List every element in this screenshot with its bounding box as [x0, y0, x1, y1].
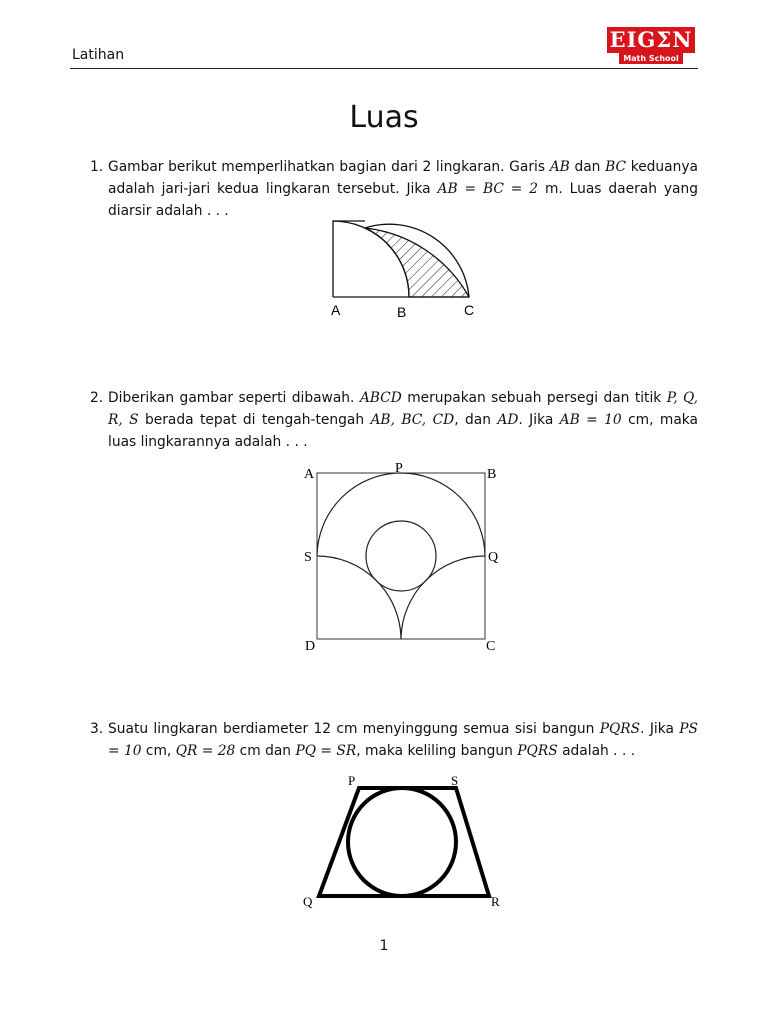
- label-c: C: [464, 302, 475, 318]
- label-q: Q: [303, 894, 313, 909]
- problem-2: [90, 387, 698, 453]
- problem-number: 2.: [90, 390, 104, 406]
- label-r: R: [491, 894, 500, 909]
- label-p: P: [395, 461, 403, 476]
- label-b: B: [487, 467, 497, 482]
- header-label: Latihan: [72, 47, 125, 63]
- problem-text: Diberikan gambar seperti dibawah. ABCD merupakan sebuah persegi dan titik P, Q, R, S berada tepat di tengah-tengah AB, BC, CD, dan AD. Jika AB = 10 cm, maka luas lingkarannya adalah . . .: [108, 390, 698, 450]
- label-a: A: [304, 467, 315, 482]
- eigen-logo: [607, 27, 695, 67]
- label-p: P: [348, 773, 356, 788]
- header-divider: [70, 68, 698, 69]
- problem-number: 1.: [90, 159, 104, 175]
- trapezoid-pqrs: [319, 788, 489, 896]
- problem-text: Gambar berikut memperlihatkan bagian dari 2 lingkaran. Garis AB dan BC keduanya adalah jari-jari kedua lingkaran tersebut. Jika AB = BC = 2 m. Luas daerah yang diarsir adalah . . .: [108, 159, 698, 219]
- logo-tagline: Math School: [619, 53, 683, 64]
- figure-trapezoid: [296, 770, 512, 912]
- label-q: Q: [488, 550, 499, 565]
- inner-circle: [366, 521, 436, 591]
- label-b: B: [397, 304, 407, 320]
- figure-square-astroid: [296, 458, 506, 658]
- page-number: 1: [379, 938, 389, 954]
- problem-text: Suatu lingkaran berdiameter 12 cm menyinggung semua sisi bangun PQRS. Jika PS = 10 cm, QR = 28 cm dan PQ = SR, maka keliling bangun PQRS adalah . . .: [108, 721, 698, 759]
- inscribed-circle: [348, 788, 456, 896]
- label-c: C: [486, 639, 496, 654]
- label-s: S: [451, 773, 459, 788]
- label-s: S: [304, 550, 312, 565]
- figure-quarter-circles: [320, 210, 490, 325]
- logo-brand: EIGΣN: [607, 27, 695, 53]
- page-title: Luas: [349, 100, 419, 135]
- label-a: A: [331, 302, 341, 318]
- label-d: D: [305, 639, 316, 654]
- problem-number: 3.: [90, 721, 104, 737]
- problem-3: [90, 718, 698, 762]
